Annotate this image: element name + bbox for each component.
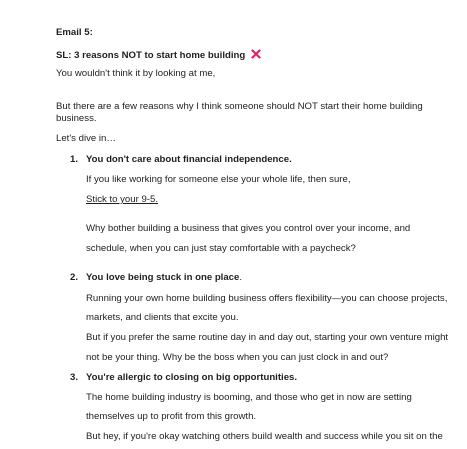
reason-title-period: . <box>239 272 243 283</box>
reason-line-underlined: Stick to your 9-5. <box>86 194 158 205</box>
reason-line: not be your thing. Why be the boss when you can just clock in and out? <box>86 352 389 363</box>
cross-mark-icon <box>251 49 261 59</box>
reason-title: You don't care about financial independence. <box>86 154 292 165</box>
subject-line <box>56 48 261 62</box>
reason-line: If you like working for someone else your whole life, then sure, <box>86 174 351 185</box>
intro-line-2a: But there are a few reasons why I think someone should NOT start their home building <box>56 101 423 112</box>
reason-line: But if you prefer the same routine day in and day out, starting your own venture might <box>86 332 449 343</box>
reason-number: 3. <box>70 372 79 383</box>
reason-line: The home building industry is booming, and those who get in now are setting <box>86 392 412 403</box>
reason-line: schedule, when you can just stay comfortable with a paycheck? <box>86 243 356 254</box>
reason-line: Running your own home building business offers flexibility—you can choose projects, <box>86 293 448 304</box>
reason-number: 1. <box>70 154 79 165</box>
intro-line-2b: business. <box>56 113 97 124</box>
intro-line-3: Let's dive in… <box>56 133 116 144</box>
subject-line-text: SL: 3 reasons NOT to start home building <box>56 50 246 61</box>
reason-title: You love being stuck in one place <box>86 272 240 283</box>
reason-line: But hey, if you're okay watching others build wealth and success while you sit on the <box>86 431 443 442</box>
reason-title-row <box>86 272 242 284</box>
intro-line-1: You wouldn't think it by looking at me, <box>56 68 216 79</box>
reason-number: 2. <box>70 272 79 283</box>
reason-line: markets, and clients that excite you. <box>86 312 239 323</box>
reason-title: You're allergic to closing on big opportunities. <box>86 372 298 383</box>
reason-line: themselves up to profit from this growth. <box>86 411 257 422</box>
reason-line: Why bother building a business that gives you control over your income, and <box>86 223 411 234</box>
email-heading: Email 5: <box>56 27 93 38</box>
